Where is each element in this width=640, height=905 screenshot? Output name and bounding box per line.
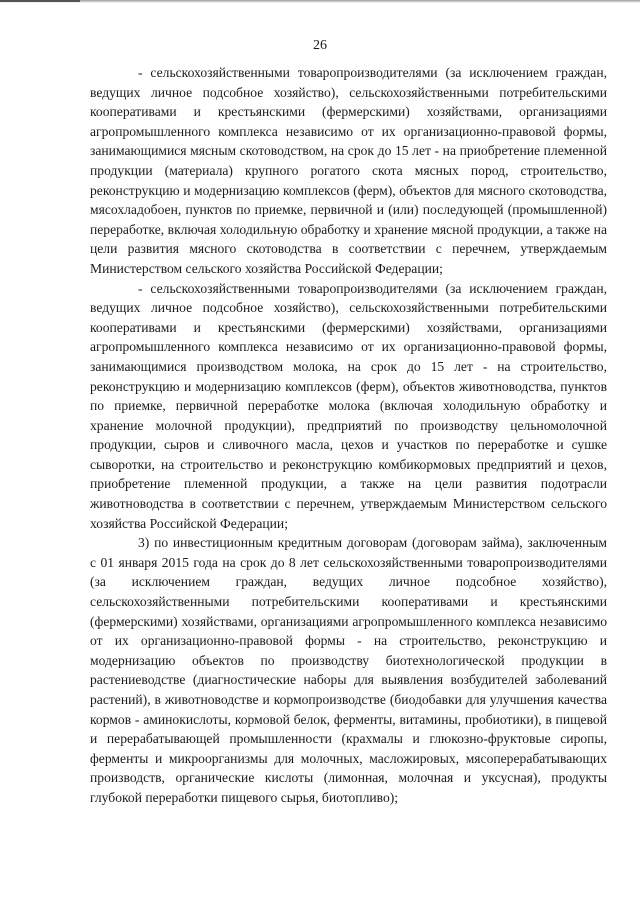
scan-top-edge bbox=[0, 0, 640, 3]
document-body bbox=[90, 63, 607, 808]
paragraph-dairy-credit: - сельскохозяйственными товаропроизводителями (за исключением граждан, ведущих личное подсобное хозяйство), сельскохозяйственными потребительскими кооперативами и крестьянскими (фермерскими) хозяйствами, организациями агропромышленного комплекса независимо от их организационно-правовой формы, занимающимися производством молока, на срок до 15 лет - на строительство, реконструкцию и модернизацию комплексов (ферм), объектов животноводства, пунктов по приемке, первичной переработке молока (включая холодильную обработку и хранение молочной продукции), предприятий по производству цельномолочной продукции, сыров и сливочного масла, цехов и участков по переработке и сушке сыворотки, на строительство и реконструкцию комбикормовых предприятий и цехов, приобретение племенной продукции, а также на цели развития подотрасли животноводства в соответствии с перечнем, утверждаемым Министерством сельского хозяйства Российской Федерации; bbox=[90, 280, 607, 531]
page-number: 26 bbox=[313, 38, 327, 53]
paragraph-biotech-investment-credit: 3) по инвестиционным кредитным договорам (договорам займа), заключенным с 01 января 2015 года на срок до 8 лет сельскохозяйственными товаропроизводителями (за исключением граждан, ведущих личное подсобное хозяйство), сельскохозяйственными потребительскими кооперативами и крестьянскими (фермерскими) хозяйствами, организациями агропромышленного комплекса независимо от их организационно-правовой формы - на строительство, реконструкцию и модернизацию объектов по производству биотехнологической продукции в растениеводстве (диагностические наборы для выявления возбудителей заболеваний растений), в животноводстве и кормопроизводстве (биодобавки для улучшения качества кормов - аминокислоты, кормовой белок, ферменты, витамины, пробиотики), в пищевой и перерабатывающей промышленности (крахмалы и глюкозно-фруктовые сиропы, ферменты и микроорганизмы для молочных, масложировых, мясоперерабатывающих производств, органические кислоты (лимонная, молочная и уксусная), продукты глубокой переработки пищевого сырья, биотопливо); bbox=[90, 535, 607, 805]
paragraph-meat-cattle-credit: - сельскохозяйственными товаропроизводителями (за исключением граждан, ведущих личное подсобное хозяйство), сельскохозяйственными потребительскими кооперативами и крестьянскими (фермерскими) хозяйствами, организациями агропромышленного комплекса независимо от их организационно-правовой формы, занимающимися мясным скотоводством, на срок до 15 лет - на приобретение племенной продукции (материала) крупного рогатого скота мясных пород, строительство, реконструкцию и модернизацию комплексов (ферм), объектов для мясного скотоводства, мясохладобоен, пунктов по приемке, первичной и (или) последующей (промышленной) переработке, включая холодильную обработку и хранение мясной продукции, а также на цели развития мясного скотоводства в соответствии с перечнем, утверждаемым Министерством сельского хозяйства Российской Федерации; bbox=[90, 65, 607, 276]
scan-corner-mark bbox=[0, 0, 80, 2]
